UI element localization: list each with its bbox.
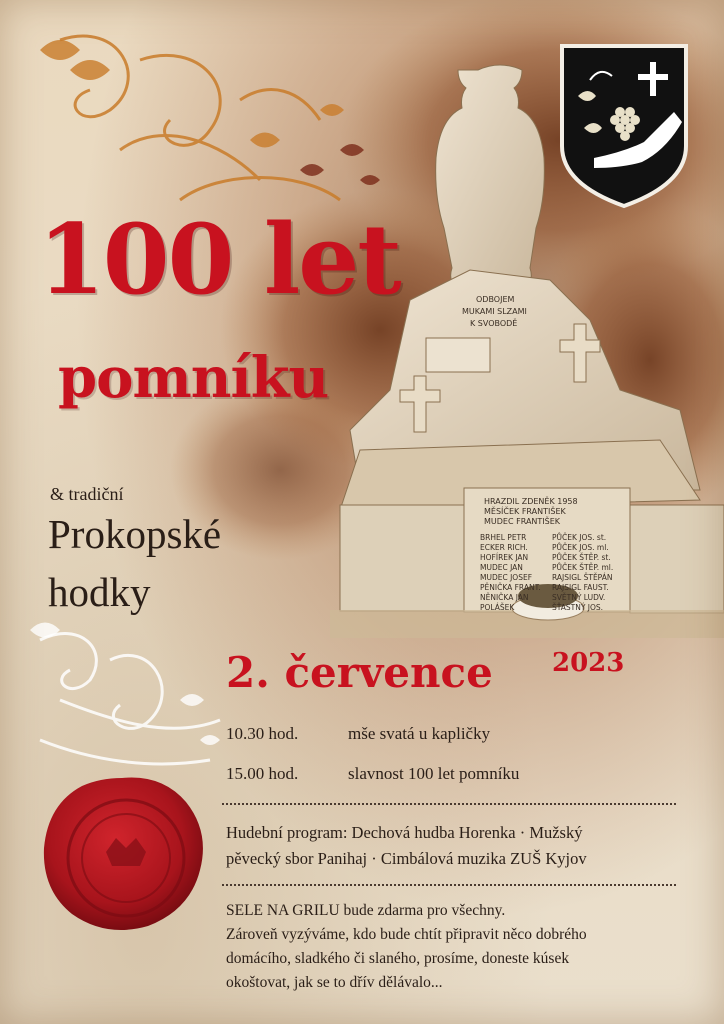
name-right: PŮČEK JOS. st. [552, 533, 607, 542]
name-left: POLÁŠEK [480, 603, 515, 612]
subtitle-ampersand: & tradiční [50, 484, 124, 504]
name-left: ECKER RICH. [480, 543, 528, 552]
note-line: SELE NA GRILU bude zdarma pro všechny. [226, 902, 506, 919]
event-date: 2. července [226, 648, 493, 697]
name-left: MUDEC JAN [480, 563, 523, 572]
coat-of-arms-icon [562, 46, 686, 206]
subtitle-line-2: hodky [48, 569, 151, 615]
name-right: RAJSIGL FAUST. [552, 583, 609, 592]
names-header-line: MUDEC FRANTIŠEK [484, 517, 561, 526]
inscription-line: K SVOBODĚ [470, 319, 518, 328]
event-year: 2023 [552, 648, 625, 678]
name-left: HOFÍREK JAN [480, 553, 529, 562]
schedule-text: slavnost 100 let pomníku [348, 764, 520, 783]
name-left: MUDEC JOSEF [480, 573, 533, 582]
note-line: domácího, sladkého či slaného, prosíme, doneste kúsek [226, 950, 570, 968]
names-header-line: MĚSÍČEK FRANTIŠEK [484, 507, 566, 516]
name-right: PŮČEK ŠTĚP. st. [552, 553, 611, 562]
name-left: BRHEL PETR [480, 533, 527, 542]
inscription-line: ODBOJEM [476, 295, 515, 304]
name-right: PŮČEK JOS. ml. [552, 543, 609, 552]
schedule-item [226, 724, 490, 744]
music-line: Hudební program: Dechová hudba Horenka · Mužský [226, 823, 583, 842]
name-right: RAJSIGL ŠTĚPÁN [552, 573, 613, 582]
subtitle-line-1: Prokopské [48, 511, 222, 557]
name-right: PŮČEK ŠTĚP. ml. [552, 563, 614, 572]
title-line-2: pomníku [58, 345, 329, 411]
name-left: PĚNIČKA FRANT. [480, 583, 541, 592]
music-program [226, 820, 676, 871]
dotted-divider [222, 803, 676, 805]
name-right: SVĚTNÝ LUDV. [552, 593, 606, 602]
inscription-line: MUKAMI SLZAMI [462, 307, 527, 316]
note-line: Zároveň vyzýváme, kdo bude chtít připravit něco dobrého [226, 926, 587, 944]
music-line: pěvecký sbor Panihај · Cimbálová muzika ZUŠ Kyjov [226, 848, 587, 868]
folk-ornament-top [60, 36, 340, 200]
note-line: okoštovat, jak se to dřív dělávalo... [226, 974, 443, 992]
wax-seal-icon [44, 778, 203, 931]
folk-leaves [40, 40, 380, 185]
name-right: ŠŤASTNÝ JOS. [552, 603, 604, 612]
name-left: NĚNIČKA JAN [480, 593, 529, 602]
schedule-text: mše svatá u kapličky [348, 724, 491, 743]
schedule-time: 15.00 hod. [226, 764, 299, 783]
dotted-divider [222, 884, 676, 886]
names-header-line: HRAZDIL ZDENĚK 1958 [484, 497, 578, 506]
grill-note [226, 899, 682, 995]
schedule-item [226, 764, 519, 784]
title-line-1: 100 let [38, 203, 400, 316]
schedule-time: 10.30 hod. [226, 724, 299, 743]
